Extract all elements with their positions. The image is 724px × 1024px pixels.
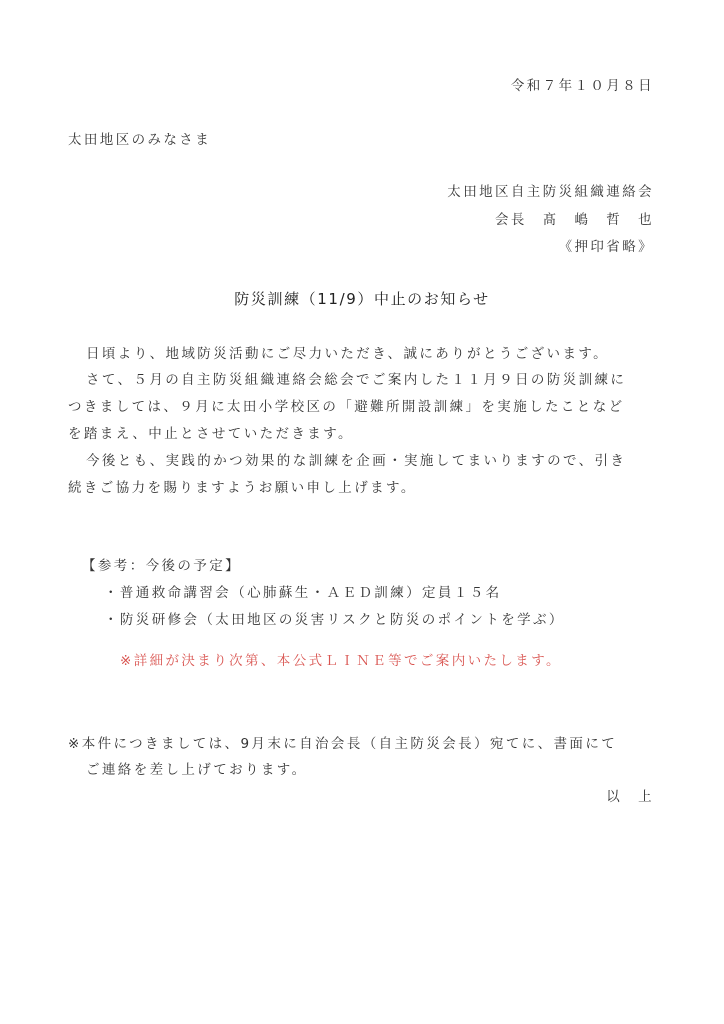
body-line: つきましては、９月に太田小学校区の「避難所開設訓練」を実施したことなど — [68, 399, 625, 415]
body-line: 続きご協力を賜りますようお願い申し上げます。 — [68, 480, 417, 496]
body-line: を踏まえ、中止とさせていただきます。 — [68, 426, 354, 442]
sender-representative: 会長 髙 嶋 哲 也 — [495, 212, 654, 228]
body-line: さて、５月の自主防災組織連絡会総会でご案内した１１月９日の防災訓練に — [86, 372, 627, 388]
closing-mark: 以 上 — [606, 789, 654, 805]
addressee: 太田地区のみなさま — [68, 132, 212, 148]
seal-omitted-note: 《押印省略》 — [558, 239, 654, 255]
date: 令和７年１０月８日 — [510, 78, 654, 94]
document-title: 防災訓練（11/9）中止のお知らせ — [234, 290, 490, 308]
footnote-line: ご連絡を差し上げております。 — [86, 762, 308, 778]
reference-item: ・普通救命講習会（心肺蘇生・ＡＥＤ訓練）定員１５名 — [104, 585, 502, 601]
reference-item: ・防災研修会（太田地区の災害リスクと防災のポイントを学ぶ） — [104, 612, 565, 628]
reference-heading: 【参考：今後の予定】 — [82, 558, 241, 574]
footnote-line: ※本件につきましては、9月末に自治会長（自主防災会長）宛てに、書面にて — [68, 736, 618, 752]
body-line: 日頃より、地域防災活動にご尽力いただき、誠にありがとうございます。 — [86, 346, 610, 362]
body-line: 今後とも、実践的かつ効果的な訓練を企画・実施してまいりますので、引き — [86, 453, 627, 469]
sender-organization: 太田地区自主防災組織連絡会 — [447, 184, 654, 200]
reference-notice: ※詳細が決まり次第、本公式ＬＩＮＥ等でご案内いたします。 — [120, 653, 562, 669]
